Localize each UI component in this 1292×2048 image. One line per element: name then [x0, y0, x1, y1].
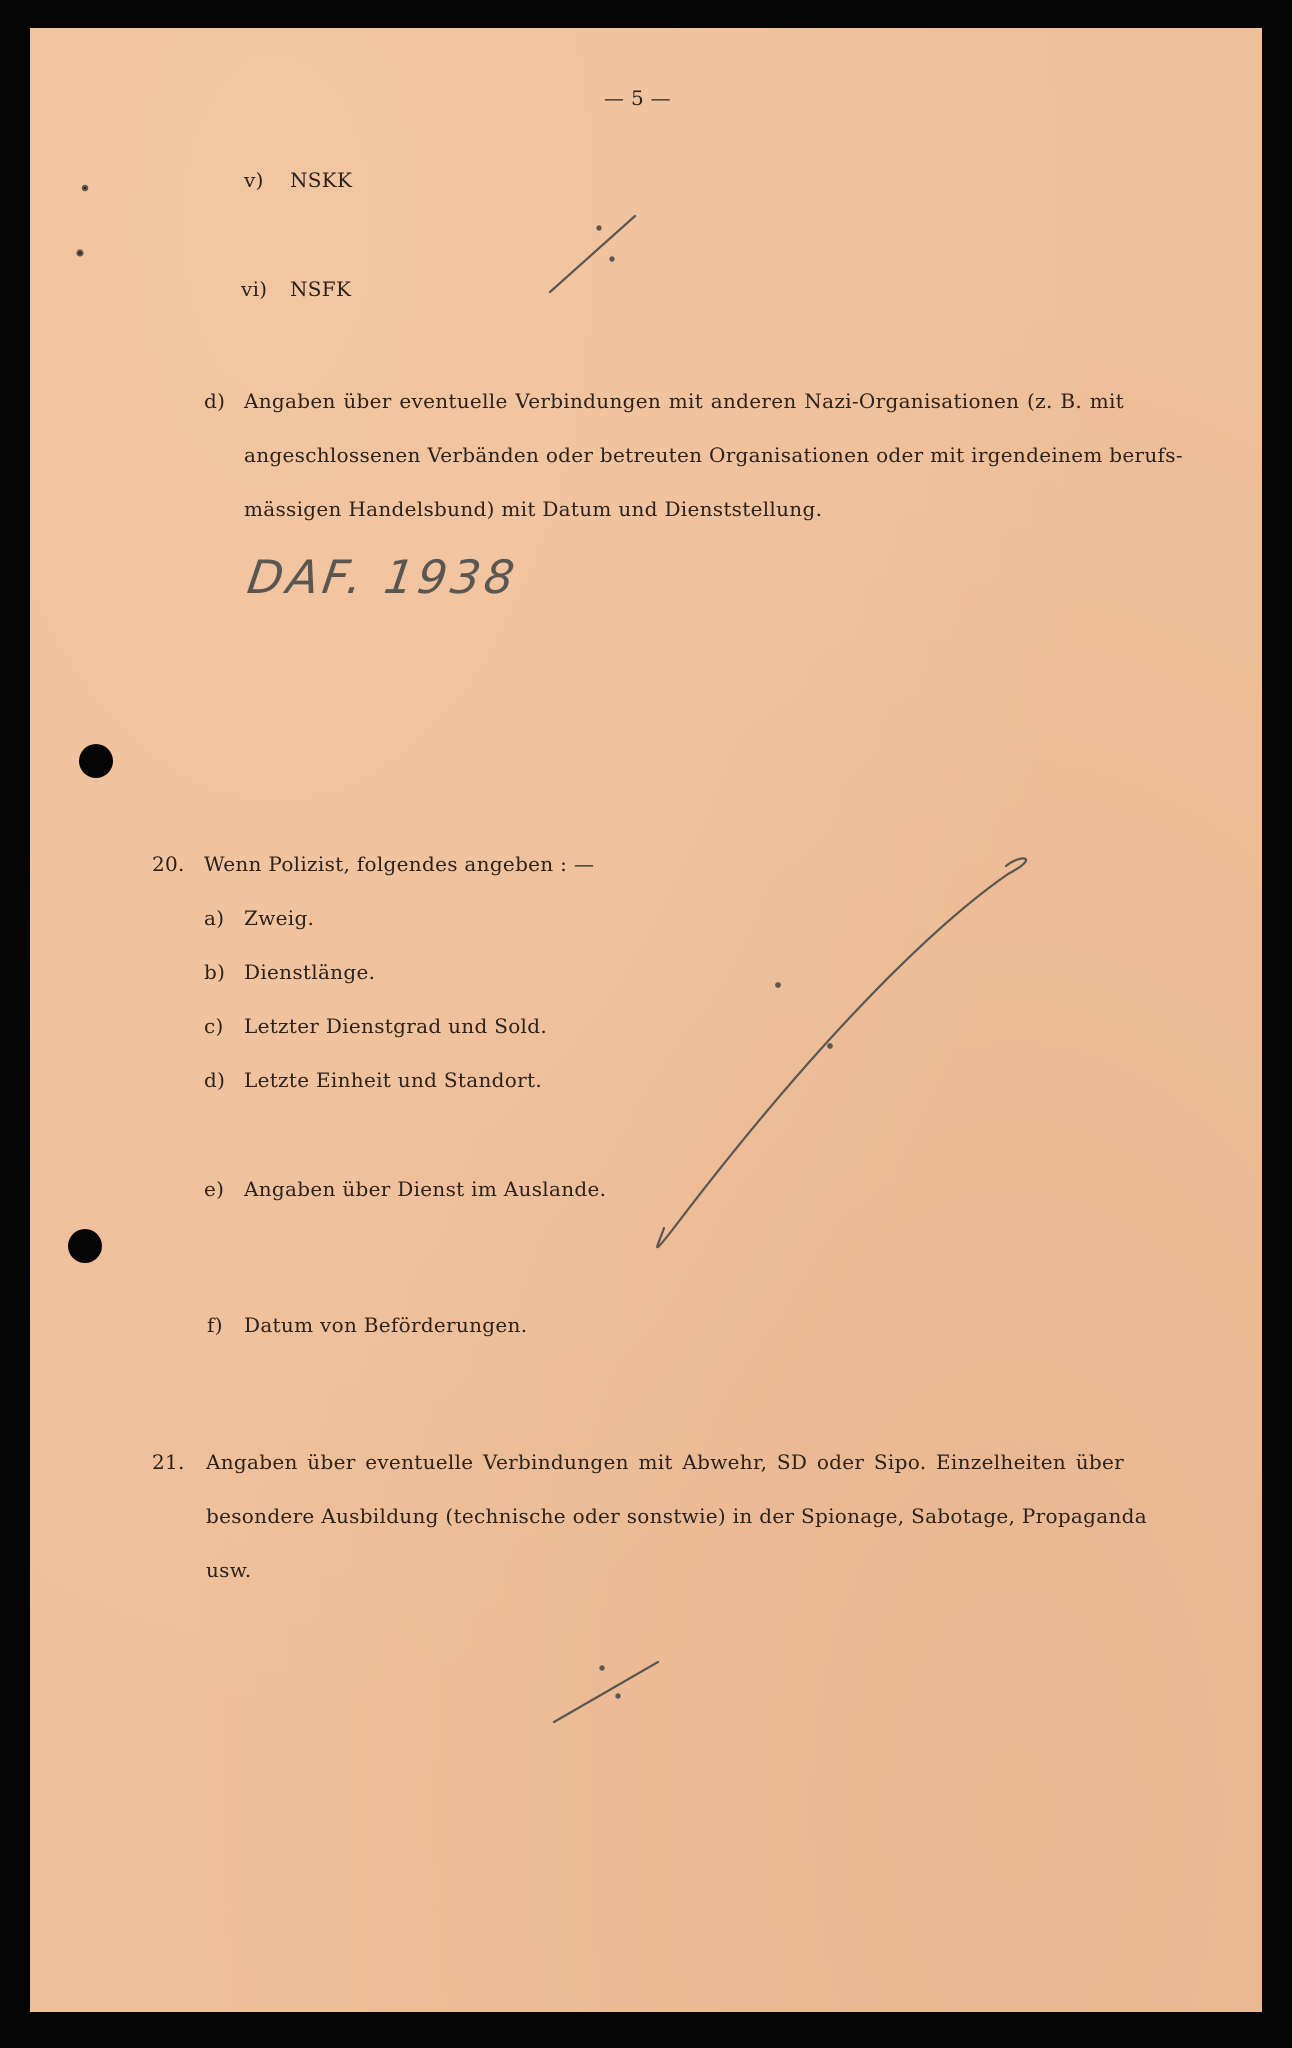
subitem-marker: f): [207, 1313, 223, 1337]
document-page: [30, 28, 1262, 2012]
subitem-text: Letzte Einheit und Standort.: [244, 1068, 542, 1092]
item-marker: v): [244, 168, 264, 192]
subitem-text: Letzter Dienstgrad und Sold.: [244, 1014, 547, 1038]
question-21-line-2: besondere Ausbildung (technische oder sonstwie) in der Spionage, Sabotage, Propaganda: [206, 1504, 1147, 1528]
question-21-line-1: Angaben über eventuelle Verbindungen mit Abwehr, SD oder Sipo. Einzelheiten über: [206, 1450, 1124, 1474]
subitem-marker: e): [204, 1177, 225, 1201]
subitem-marker: a): [204, 906, 225, 930]
dash-mark-top-dot2: [610, 257, 613, 260]
item-marker: d): [204, 389, 226, 413]
subitem-text: Angaben über Dienst im Auslande.: [244, 1177, 607, 1201]
subitem-marker: b): [204, 960, 226, 984]
subitem-marker: c): [204, 1014, 224, 1038]
speck-2: [78, 251, 83, 256]
strike-dot1: [776, 983, 780, 987]
question-number: 20.: [152, 852, 185, 876]
dash-mark-bottom-dot2: [616, 1694, 619, 1697]
subitem-text: Datum von Beförderungen.: [244, 1313, 528, 1337]
pencil-marks: [30, 28, 1262, 2012]
item-d-line-3: mässigen Handelsbund) mit Datum und Dienststellung.: [244, 497, 823, 521]
question-21-line-3: usw.: [206, 1558, 252, 1582]
dash-mark-top: [550, 216, 635, 292]
item-marker: vi): [241, 277, 268, 301]
item-text: NSKK: [290, 168, 353, 192]
page-number: — 5 —: [604, 86, 671, 110]
speck-1: [83, 186, 87, 190]
subitem-marker: d): [204, 1068, 226, 1092]
handwritten-answer: DAF. 1938: [244, 550, 522, 604]
question-number: 21.: [152, 1450, 185, 1474]
item-d-line-2: angeschlossenen Verbänden oder betreuten Organisationen oder mit irgendeinem berufs-: [244, 443, 1183, 467]
strike-question-20: [657, 858, 1026, 1247]
dash-mark-bottom: [554, 1662, 658, 1722]
dash-mark-bottom-dot1: [600, 1666, 603, 1669]
strike-dot2: [828, 1044, 832, 1048]
item-d-line-1: Angaben über eventuelle Verbindungen mit anderen Nazi-Organisationen (z. B. mit: [244, 389, 1124, 413]
item-text: NSFK: [290, 277, 352, 301]
subitem-text: Dienstlänge.: [244, 960, 376, 984]
dash-mark-top-dot1: [597, 226, 600, 229]
subitem-text: Zweig.: [244, 906, 315, 930]
question-text: Wenn Polizist, folgendes angeben : —: [204, 852, 595, 876]
